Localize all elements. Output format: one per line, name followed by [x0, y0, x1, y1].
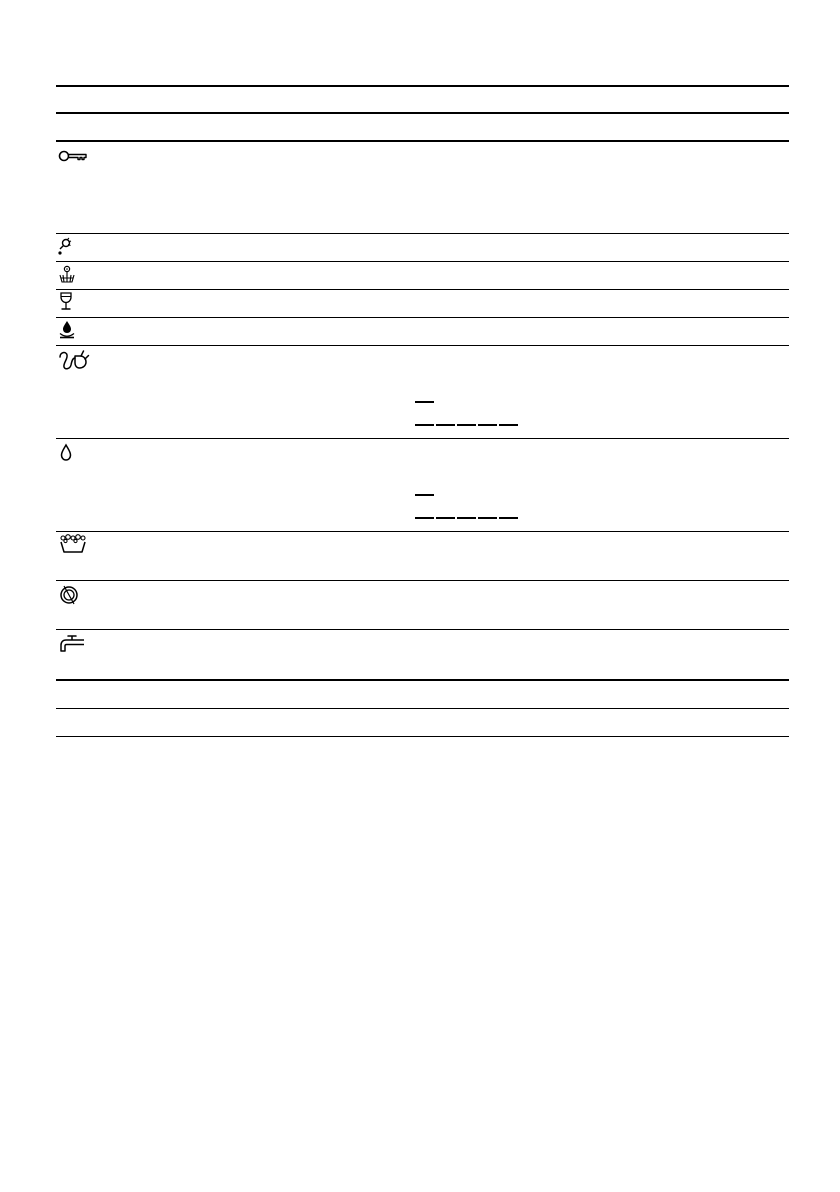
indicator-segments [415, 517, 525, 521]
indicator-segment [415, 494, 434, 496]
row-divider [56, 438, 789, 439]
indicator-segments [415, 424, 525, 428]
indicator-segment [499, 517, 518, 519]
drop-on-tray-icon [58, 320, 88, 344]
plate-icon [58, 584, 88, 608]
table-footer-rule [56, 679, 789, 681]
indicator-segments [415, 401, 525, 405]
row-divider [56, 261, 789, 262]
indicator-segments [415, 494, 525, 498]
row-divider [56, 317, 789, 318]
row-divider [56, 289, 789, 290]
flower-basket-icon [58, 265, 88, 289]
key-icon [58, 148, 88, 172]
row-divider [56, 708, 789, 709]
table-body-rule [56, 140, 789, 142]
indicator-segment [415, 517, 434, 519]
indicator-segment [478, 517, 497, 519]
indicator-segment [478, 424, 497, 426]
indicator-segment [457, 424, 476, 426]
table-header-rule [56, 112, 789, 114]
row-divider [56, 345, 789, 346]
indicator-segment [415, 424, 434, 426]
water-tap-icon [58, 633, 88, 657]
indicator-segment [415, 401, 434, 403]
row-divider [56, 233, 789, 234]
basin-bubbles-icon [58, 534, 88, 558]
table-bottom-rule [56, 736, 789, 737]
plug-cable-icon [58, 348, 88, 372]
indicator-segment [436, 517, 455, 519]
water-drop-icon [58, 443, 88, 467]
table-top-rule [56, 85, 789, 87]
row-divider [56, 531, 789, 532]
indicator-segment [499, 424, 518, 426]
row-divider [56, 580, 789, 581]
rinse-aid-sprinkle-icon [58, 237, 88, 261]
row-divider [56, 629, 789, 630]
indicator-segment [436, 424, 455, 426]
wine-glass-icon [58, 292, 88, 316]
indicator-segment [457, 517, 476, 519]
